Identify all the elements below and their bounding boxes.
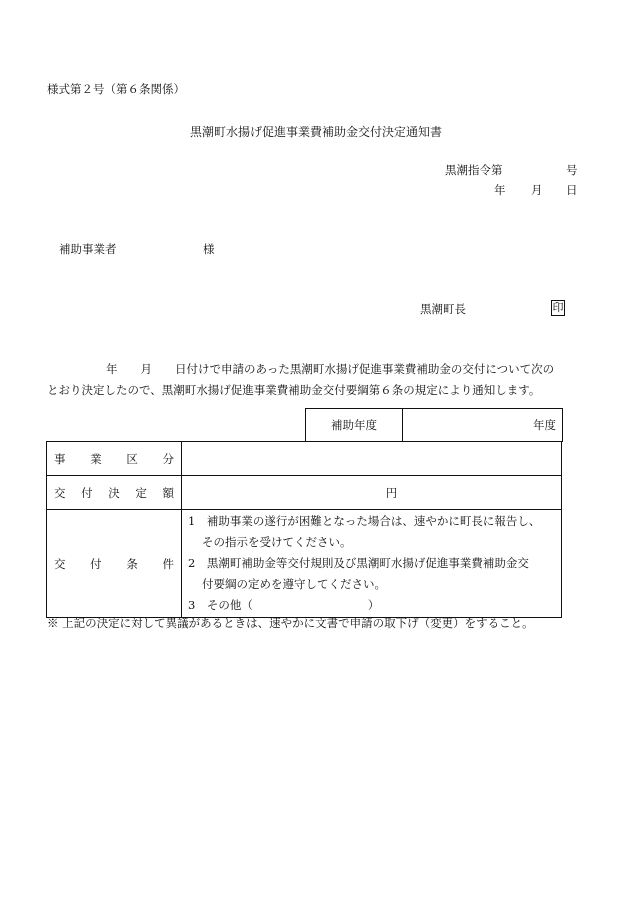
condition-item-2: 2 黒潮町補助金等交付規則及び黒潮町水揚げ促進事業費補助金交	[188, 556, 529, 570]
fiscal-year-unit: 年度	[533, 418, 556, 432]
addressee-label: 補助事業者	[59, 242, 117, 256]
condition-item-3: 3 その他（ ）	[188, 598, 380, 612]
label-char: 付	[81, 485, 93, 500]
label-char: 事	[54, 451, 66, 466]
grant-amount-unit: 円	[385, 485, 398, 500]
addressee	[59, 241, 215, 257]
conditions-label	[47, 510, 182, 618]
conditions-row	[47, 510, 562, 618]
label-char: 件	[162, 556, 174, 571]
condition-item-1-cont: その指示を受けてください。	[202, 535, 352, 549]
date-day: 日	[566, 183, 578, 197]
label-char: 交	[54, 485, 66, 500]
issuer	[420, 301, 564, 317]
business-category-label	[47, 442, 182, 476]
conditions-value	[182, 510, 562, 618]
business-category-row	[47, 442, 562, 476]
condition-item-2-cont: 付要綱の定めを遵守してください。	[202, 577, 386, 591]
issuer-title: 黒潮町長	[420, 302, 466, 316]
date-year: 年	[494, 183, 506, 197]
body-text-line-1: 年 月 日付けで申請のあった黒潮町水揚げ促進事業費補助金の交付について次の	[106, 362, 555, 376]
document-number-suffix: 号	[566, 163, 578, 177]
fiscal-year-value	[403, 409, 562, 442]
footnote: ※ 上記の決定に対して異議があるときは、速やかに文書で申請の取下げ（変更）をすること。	[47, 616, 534, 630]
label-char: 交	[54, 556, 66, 571]
business-category-value	[182, 442, 562, 476]
label-char: 額	[162, 485, 174, 500]
document-number-prefix: 黒潮指令第	[445, 163, 503, 177]
label-char: 付	[90, 556, 102, 571]
date-month: 月	[531, 183, 543, 197]
label-char: 条	[126, 556, 138, 571]
body-text-line-2: とおり決定したので、黒潮町水揚げ促進事業費補助金交付要綱第６条の規定により通知します。	[47, 383, 541, 397]
grant-amount-label	[47, 476, 182, 510]
fiscal-year-label: 補助年度	[306, 409, 403, 442]
document-title: 黒潮町水揚げ促進事業費補助金交付決定通知書	[190, 125, 443, 139]
label-char: 分	[162, 451, 174, 466]
label-char: 決	[108, 485, 120, 500]
seal-mark: 印	[552, 301, 564, 314]
fiscal-year-box	[305, 408, 563, 442]
addressee-honorific: 様	[203, 242, 215, 256]
label-char: 業	[90, 451, 102, 466]
document-number	[445, 162, 578, 178]
form-number: 様式第２号（第６条関係）	[47, 82, 185, 96]
grant-amount-row	[47, 476, 562, 510]
grant-amount-value	[182, 476, 562, 510]
label-char: 定	[135, 485, 147, 500]
label-char: 区	[126, 451, 138, 466]
decision-table	[46, 441, 562, 618]
condition-item-1: 1 補助事業の遂行が困難となった場合は、速やかに町長に報告し、	[188, 514, 541, 528]
